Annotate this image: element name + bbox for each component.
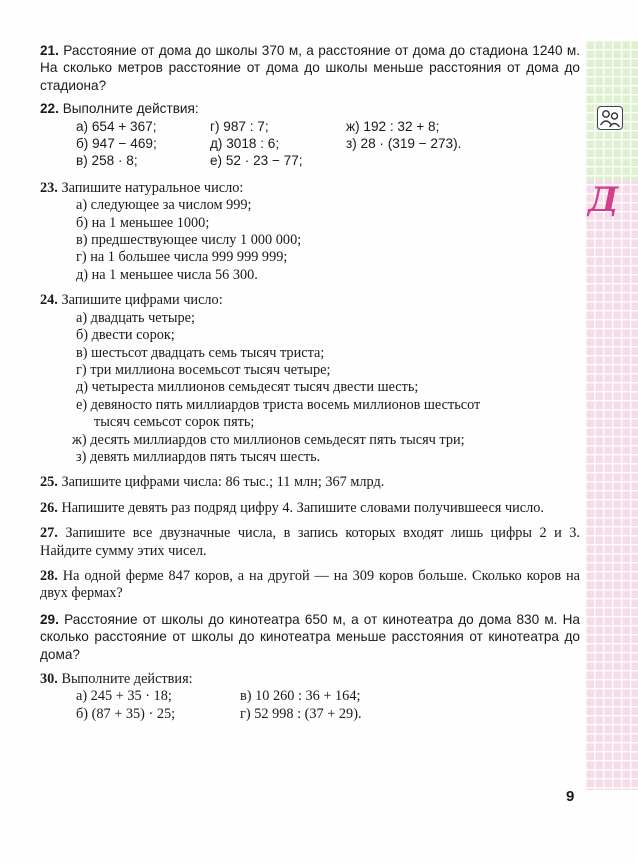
list-item: з) девять миллиардов пять тысяч шесть. [76, 448, 321, 465]
pair-work-icon [597, 106, 623, 130]
task-29: 29. Расстояние от школы до кинотеатра 650 м, а от кинотеатра до дома 830 м. На сколько расстояние от школы до кинотеатра меньше расстояния от кинотеатра до дома? [40, 611, 580, 662]
list-item: б) двести сорок; [76, 327, 175, 344]
task-30-row: б) (87 + 35) · 25; г) 52 998 : (37 + 29). [76, 705, 362, 722]
task-25: 25. Запишите цифрами числа: 86 тыс.; 11 млн; 367 млрд. [40, 474, 385, 491]
task-30: 30. Выполните действия: а) 245 + 35 · 18; в) 10 260 : 36 + 164; б) (87 + 35) · 25; г) 52 998 : (37 + 29). [40, 671, 580, 723]
task-28: 28. На одной ферме 847 коров, а на другой — на 309 коров больше. Сколько коров на двух фермах? [40, 567, 580, 602]
list-item: б) на 1 меньшее 1000; [76, 214, 210, 231]
list-item: а) двадцать четыре; [76, 309, 195, 326]
task-21: 21. Расстояние от дома до школы 370 м, а расстояние от дома до стадиона 1240 м. На сколько метров расстояние от дома до школы меньше расстояния от дома до стадиона? [40, 43, 581, 93]
list-item: д) на 1 меньшее числа 56 300. [76, 266, 258, 283]
list-item: г) на 1 большее числа 999 999 999; [76, 249, 288, 266]
task-22-row: в) 258 · 8; е) 52 · 23 − 77; [76, 153, 303, 169]
list-item: а) следующее за числом 999; [76, 197, 252, 214]
list-item-continuation: тысяч семьсот сорок пять; [94, 414, 255, 431]
task-23: 23. Запишите натуральное число: а) следующее за числом 999; б) на 1 меньшее 1000; в) предшествующее числу 1 000 000; г) на 1 большее числа 999 999 999; д) на 1 меньшее числа 56 300. [40, 180, 580, 284]
page-content [40, 42, 580, 729]
task-22-row: б) 947 − 469; д) 3018 : 6; з) 28 · (319 − 273). [76, 136, 462, 152]
task-26: 26. Напишите девять раз подряд цифру 4. Запишите словами получившееся число. [40, 499, 545, 516]
list-item: в) предшествующее числу 1 000 000; [76, 232, 302, 249]
list-item: ж) десять миллиардов сто миллионов семьдесят пять тысяч три; [72, 431, 465, 448]
list-item: в) шестьсот двадцать семь тысяч триста; [76, 344, 325, 361]
task-24: 24. Запишите цифрами число: а) двадцать четыре; б) двести сорок; в) шестьсот двадцать семь тысяч триста; г) три миллиона восемьсот тысяч четыре; д) четыреста миллионов семьдесят тысяч двести шесть; е) девяносто пять миллиардов триста восемь миллионов шестьсот тысяч семьсот сорок пять; ж) десять миллиардов сто миллионов семьдесят пять тысяч три; з) девять миллиардов пять тысяч шесть. [40, 292, 580, 466]
task-22-row: а) 654 + 367; г) 987 : 7; ж) 192 : 32 + 8; [76, 118, 440, 134]
list-item: г) три миллиона восемьсот тысяч четыре; [76, 361, 331, 378]
task-22: 22. Выполните действия: а) 654 + 367; г) 987 : 7; ж) 192 : 32 + 8; б) 947 − 469; д) 3018 : 6; з) 28 · (319 − 273). в) 258 · 8; е) 52 · 23 − 77; [40, 100, 580, 170]
margin-letter: Д [588, 180, 619, 220]
task-27: 27. Запишите все двузначные числа, в запись которых входят лишь цифры 2 и 3. Найдите сумму этих чисел. [40, 525, 581, 559]
page-number: 9 [566, 788, 575, 805]
list-item: е) девяносто пять миллиардов триста восемь миллионов шестьсот [76, 396, 481, 413]
task-30-row: а) 245 + 35 · 18; в) 10 260 : 36 + 164; [76, 688, 361, 705]
list-item: д) четыреста миллионов семьдесят тысяч двести шесть; [76, 379, 419, 396]
